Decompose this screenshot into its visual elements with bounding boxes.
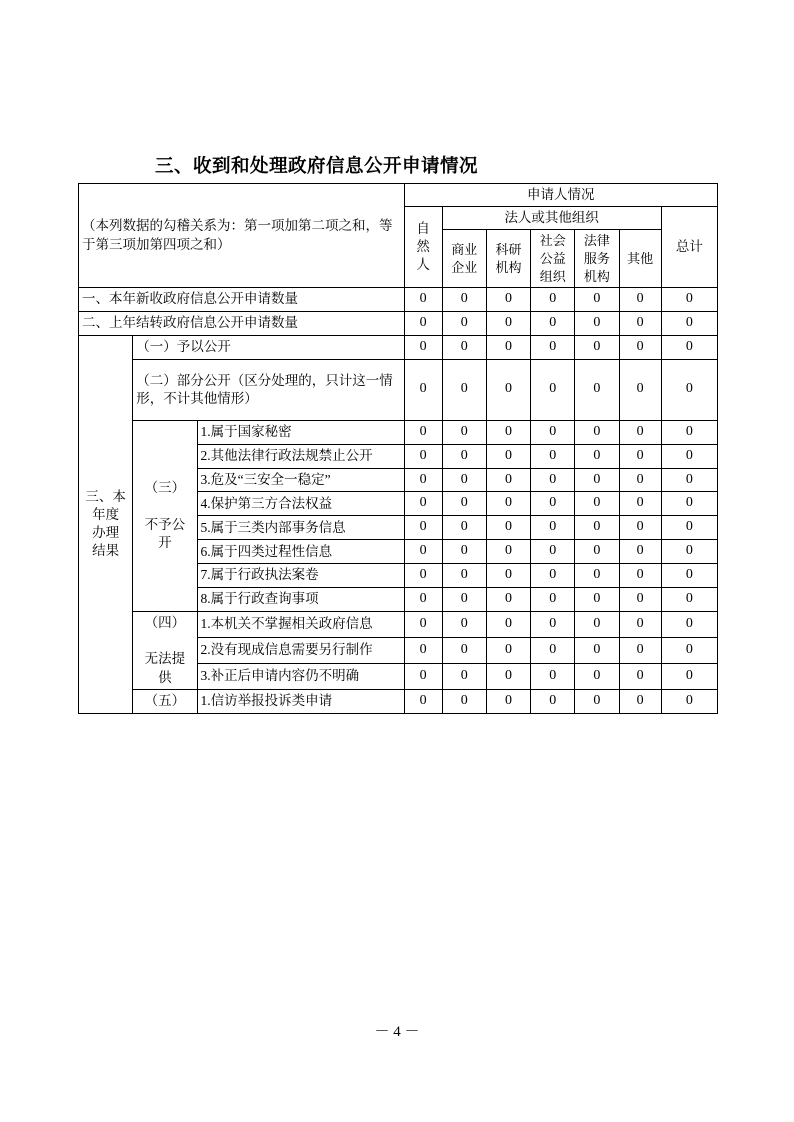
subrow-partial-label: 部分公开（区分处理的，只计这一情形，不计其他情形） — [136, 372, 393, 406]
cell-value: 0 — [486, 468, 530, 492]
cell-value: 0 — [619, 444, 661, 468]
cell-value: 0 — [661, 540, 717, 564]
cell-value: 0 — [619, 359, 661, 420]
header-total: 总计 — [661, 207, 717, 288]
item-label: 3.危及“三安全一稳定” — [197, 468, 404, 492]
table-row — [79, 611, 718, 637]
cell-value: 0 — [531, 311, 575, 335]
header-col-legal-service-l2: 服务 — [583, 250, 610, 266]
header-col-public-welfare-l3: 组织 — [539, 268, 566, 284]
cell-value: 0 — [575, 335, 619, 359]
cell-value: 0 — [531, 288, 575, 312]
annual-results-l4: 结果 — [92, 543, 120, 559]
cell-value: 0 — [486, 587, 530, 611]
header-col-commercial-l1: 商业 — [451, 242, 478, 258]
cell-value: 0 — [619, 311, 661, 335]
cell-value: 0 — [619, 540, 661, 564]
subrow-disclose — [133, 335, 404, 359]
header-col-public-welfare-l2: 公益 — [539, 250, 566, 266]
header-col-other-l1: 其他 — [627, 250, 654, 266]
cell-value: 0 — [619, 637, 661, 663]
cell-value: 0 — [442, 444, 486, 468]
header-legal-group: 法人或其他组织 — [442, 207, 661, 230]
cell-value: 0 — [442, 468, 486, 492]
cell-value: 0 — [619, 564, 661, 588]
table-header-row-1 — [79, 184, 718, 207]
cell-value: 0 — [486, 564, 530, 588]
cell-value: 0 — [575, 516, 619, 540]
cell-value: 0 — [531, 516, 575, 540]
cell-value: 0 — [486, 663, 530, 689]
subgroup-not-disclosed-no: （三） — [144, 480, 186, 496]
cell-value: 0 — [486, 611, 530, 637]
cell-value: 0 — [575, 311, 619, 335]
subgroup-unable-l2: 供 — [158, 669, 172, 685]
cell-value: 0 — [661, 637, 717, 663]
cell-value: 0 — [531, 468, 575, 492]
cell-value: 0 — [531, 359, 575, 420]
cell-value: 0 — [404, 335, 442, 359]
cell-value: 0 — [442, 637, 486, 663]
header-col-legal-service-l3: 机构 — [583, 268, 610, 284]
header-applicant-group: 申请人情况 — [404, 184, 717, 207]
cell-value: 0 — [486, 359, 530, 420]
cell-value: 0 — [404, 516, 442, 540]
cell-value: 0 — [404, 288, 442, 312]
cell-value: 0 — [575, 611, 619, 637]
cell-value: 0 — [486, 637, 530, 663]
item-label: 3.补正后申请内容仍不明确 — [197, 663, 404, 689]
item-label: 6.属于四类过程性信息 — [197, 540, 404, 564]
cell-value: 0 — [661, 492, 717, 516]
header-col-research-l2: 机构 — [495, 259, 522, 275]
cell-value: 0 — [531, 611, 575, 637]
cell-value: 0 — [531, 587, 575, 611]
note-cell: （本列数据的勾稽关系为：第一项加第二项之和，等于第三项加第四项之和） — [79, 184, 405, 288]
cell-value: 0 — [531, 540, 575, 564]
header-col-public-welfare-l1: 社会 — [539, 233, 566, 249]
cell-value: 0 — [531, 689, 575, 713]
header-col-legal-service — [575, 230, 619, 288]
cell-value: 0 — [619, 288, 661, 312]
cell-value: 0 — [575, 288, 619, 312]
header-col-commercial — [442, 230, 486, 288]
cell-value: 0 — [442, 311, 486, 335]
cell-value: 0 — [442, 288, 486, 312]
header-col-research-l1: 科研 — [495, 242, 522, 258]
cell-value: 0 — [619, 420, 661, 444]
cell-value: 0 — [661, 468, 717, 492]
cell-value: 0 — [575, 564, 619, 588]
cell-value: 0 — [575, 359, 619, 420]
cell-value: 0 — [404, 587, 442, 611]
cell-value: 0 — [486, 540, 530, 564]
cell-value: 0 — [486, 311, 530, 335]
header-col-legal-service-l1: 法律 — [583, 233, 610, 249]
cell-value: 0 — [575, 637, 619, 663]
cell-value: 0 — [442, 359, 486, 420]
cell-value: 0 — [404, 311, 442, 335]
page-title: 三、收到和处理政府信息公开申请情况 — [155, 156, 479, 177]
subgroup-unable-l1: 无法提 — [144, 651, 186, 667]
cell-value: 0 — [661, 564, 717, 588]
cell-value: 0 — [486, 492, 530, 516]
table-row — [79, 689, 718, 713]
cell-value: 0 — [531, 637, 575, 663]
cell-value: 0 — [442, 663, 486, 689]
annual-results-l2: 年度 — [92, 507, 120, 523]
cell-value: 0 — [575, 689, 619, 713]
page-number: － 4 － — [374, 1024, 420, 1040]
subrow-partial-no: （二） — [136, 372, 177, 388]
cell-value: 0 — [575, 492, 619, 516]
item-label: 2.其他法律行政法规禁止公开 — [197, 444, 404, 468]
cell-value: 0 — [619, 689, 661, 713]
cell-value: 0 — [619, 663, 661, 689]
cell-value: 0 — [619, 587, 661, 611]
item-label: 5.属于三类内部事务信息 — [197, 516, 404, 540]
item-label: 1.信访举报投诉类申请 — [197, 689, 404, 713]
cell-value: 0 — [619, 516, 661, 540]
cell-value: 0 — [661, 444, 717, 468]
cell-value: 0 — [486, 516, 530, 540]
information-disclosure-table — [78, 183, 718, 714]
cell-value: 0 — [575, 663, 619, 689]
header-col-public-welfare — [531, 230, 575, 288]
row-label-new-applications: 一、本年新收政府信息公开申请数量 — [79, 288, 405, 312]
cell-value: 0 — [531, 444, 575, 468]
subgroup-unable-no: （四） — [144, 614, 186, 630]
header-natural-person — [404, 207, 442, 288]
cell-value: 0 — [575, 420, 619, 444]
cell-value: 0 — [661, 311, 717, 335]
cell-value: 0 — [661, 611, 717, 637]
subgroup-not-disclosed-l2: 开 — [158, 535, 172, 551]
cell-value: 0 — [531, 335, 575, 359]
cell-value: 0 — [661, 420, 717, 444]
item-label: 1.属于国家秘密 — [197, 420, 404, 444]
table-row — [79, 359, 718, 420]
item-label: 7.属于行政执法案卷 — [197, 564, 404, 588]
header-natural-person-l3: 人 — [416, 257, 430, 273]
subgroup-label-unable-provide — [133, 611, 197, 689]
item-label: 2.没有现成信息需要另行制作 — [197, 637, 404, 663]
cell-value: 0 — [404, 420, 442, 444]
cell-value: 0 — [575, 540, 619, 564]
cell-value: 0 — [442, 689, 486, 713]
cell-value: 0 — [442, 492, 486, 516]
row-label-carried-over: 二、上年结转政府信息公开申请数量 — [79, 311, 405, 335]
cell-value: 0 — [661, 516, 717, 540]
cell-value: 0 — [404, 689, 442, 713]
cell-value: 0 — [531, 420, 575, 444]
subgroup-label-not-disclosed — [133, 420, 197, 611]
header-col-other — [619, 230, 661, 288]
cell-value: 0 — [442, 611, 486, 637]
item-label: 1.本机关不掌握相关政府信息 — [197, 611, 404, 637]
cell-value: 0 — [486, 689, 530, 713]
cell-value: 0 — [404, 663, 442, 689]
item-label: 4.保护第三方合法权益 — [197, 492, 404, 516]
cell-value: 0 — [575, 468, 619, 492]
header-col-commercial-l2: 企业 — [451, 259, 478, 275]
cell-value: 0 — [404, 359, 442, 420]
cell-value: 0 — [619, 468, 661, 492]
cell-value: 0 — [486, 420, 530, 444]
cell-value: 0 — [404, 637, 442, 663]
annual-results-l1: 三、本 — [85, 488, 126, 504]
cell-value: 0 — [661, 335, 717, 359]
subgroup-label-other-handling: （五） — [133, 689, 197, 713]
cell-value: 0 — [442, 540, 486, 564]
cell-value: 0 — [661, 359, 717, 420]
cell-value: 0 — [575, 444, 619, 468]
cell-value: 0 — [661, 288, 717, 312]
subgroup-not-disclosed-l1: 不予公 — [144, 516, 186, 532]
cell-value: 0 — [661, 587, 717, 611]
row-label-annual-results — [79, 335, 133, 713]
header-col-research — [486, 230, 530, 288]
cell-value: 0 — [442, 420, 486, 444]
cell-value: 0 — [486, 444, 530, 468]
cell-value: 0 — [575, 587, 619, 611]
cell-value: 0 — [442, 564, 486, 588]
cell-value: 0 — [531, 663, 575, 689]
cell-value: 0 — [404, 468, 442, 492]
table-row — [79, 288, 718, 312]
cell-value: 0 — [619, 611, 661, 637]
cell-value: 0 — [486, 288, 530, 312]
item-label: 8.属于行政查询事项 — [197, 587, 404, 611]
subrow-disclose-no: （一） — [136, 339, 177, 355]
subrow-disclose-label: 予以公开 — [176, 339, 231, 355]
table-row — [79, 311, 718, 335]
cell-value: 0 — [404, 540, 442, 564]
cell-value: 0 — [619, 335, 661, 359]
cell-value: 0 — [404, 564, 442, 588]
cell-value: 0 — [404, 444, 442, 468]
cell-value: 0 — [531, 564, 575, 588]
cell-value: 0 — [619, 492, 661, 516]
cell-value: 0 — [404, 492, 442, 516]
table-row — [79, 420, 718, 444]
cell-value: 0 — [531, 492, 575, 516]
cell-value: 0 — [442, 516, 486, 540]
cell-value: 0 — [661, 663, 717, 689]
cell-value: 0 — [404, 611, 442, 637]
header-natural-person-l1: 自 — [416, 220, 430, 236]
annual-results-l3: 办理 — [92, 525, 120, 541]
cell-value: 0 — [661, 689, 717, 713]
subrow-partial-disclose — [133, 359, 404, 420]
cell-value: 0 — [442, 335, 486, 359]
cell-value: 0 — [442, 587, 486, 611]
cell-value: 0 — [486, 335, 530, 359]
table-row — [79, 335, 718, 359]
header-natural-person-l2: 然 — [416, 239, 430, 255]
